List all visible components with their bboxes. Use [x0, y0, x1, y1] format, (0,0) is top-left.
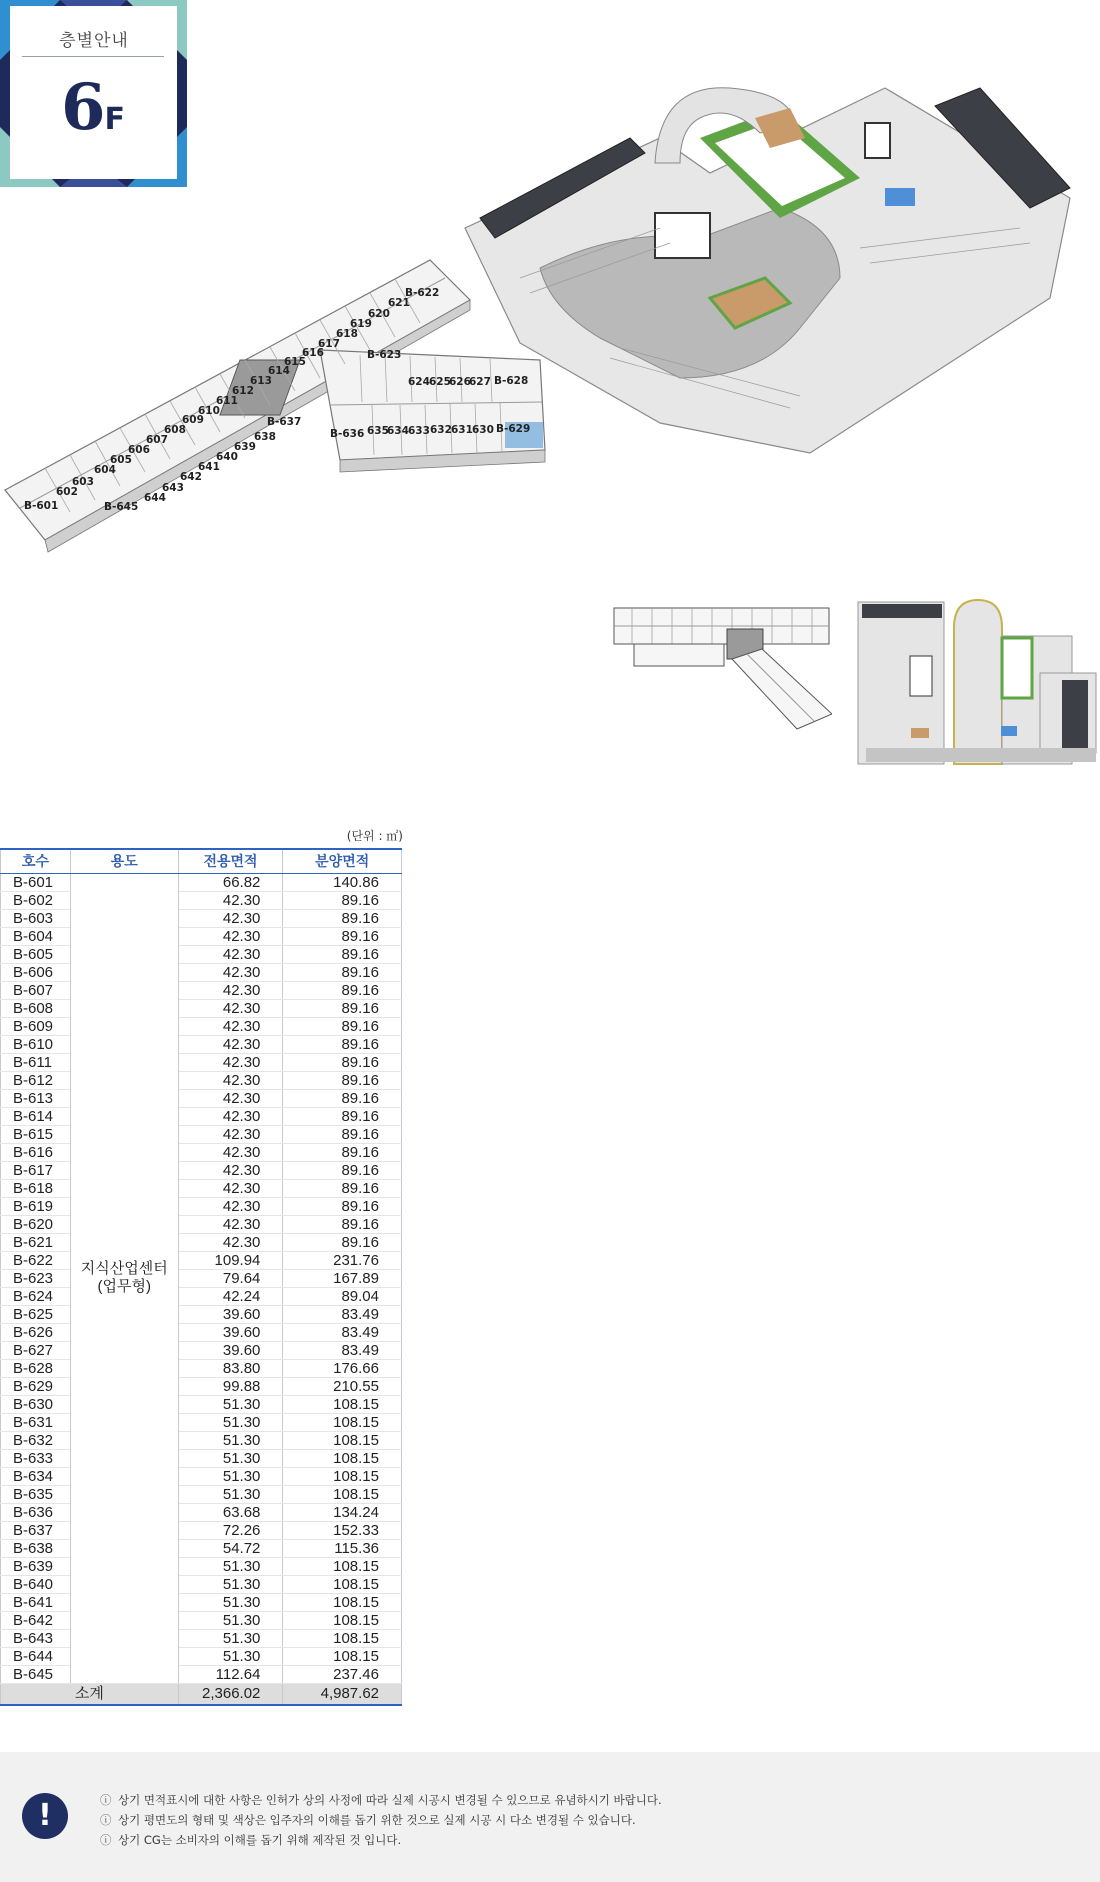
- cell-unit: B-608: [1, 999, 71, 1017]
- cell-exclusive-area: 42.30: [178, 1017, 283, 1035]
- cell-sale-area: 89.16: [283, 1197, 402, 1215]
- cell-sale-area: 134.24: [283, 1503, 402, 1521]
- table-row: [1, 1161, 402, 1179]
- table-row: [1, 1485, 402, 1503]
- cell-sale-area: 83.49: [283, 1305, 402, 1323]
- plan-label: 630: [472, 424, 494, 436]
- cell-unit: B-634: [1, 1467, 71, 1485]
- notice-item: [100, 1790, 662, 1810]
- table-row: [1, 1575, 402, 1593]
- cell-exclusive-area: 42.30: [178, 1053, 283, 1071]
- cell-unit: B-611: [1, 1053, 71, 1071]
- plan-label: 602: [56, 486, 78, 498]
- plan-label: B-645: [104, 501, 139, 513]
- table-row: [1, 1053, 402, 1071]
- cell-exclusive-area: 51.30: [178, 1611, 283, 1629]
- cell-sale-area: 210.55: [283, 1377, 402, 1395]
- table-row: [1, 873, 402, 891]
- cell-unit: B-637: [1, 1521, 71, 1539]
- cell-sale-area: 231.76: [283, 1251, 402, 1269]
- cell-unit: B-616: [1, 1143, 71, 1161]
- plan-label: 638: [254, 431, 276, 443]
- cell-sale-area: 89.16: [283, 1053, 402, 1071]
- table-row: [1, 1071, 402, 1089]
- table-row: [1, 1107, 402, 1125]
- cell-unit: B-621: [1, 1233, 71, 1251]
- plan-label: 619: [350, 318, 372, 330]
- cell-unit: B-644: [1, 1647, 71, 1665]
- cell-sale-area: 108.15: [283, 1413, 402, 1431]
- table-row: [1, 1287, 402, 1305]
- table-row: [1, 963, 402, 981]
- badge-divider: [22, 56, 164, 57]
- cell-use: [70, 873, 178, 1683]
- cell-unit: B-631: [1, 1413, 71, 1431]
- cell-sale-area: 108.15: [283, 1467, 402, 1485]
- cell-sale-area: 89.16: [283, 1215, 402, 1233]
- cell-sale-area: 108.15: [283, 1557, 402, 1575]
- cell-unit: B-640: [1, 1575, 71, 1593]
- plan-label: B-623: [367, 349, 402, 361]
- plan-label: 635: [367, 425, 389, 437]
- cell-exclusive-area: 42.30: [178, 1215, 283, 1233]
- table-row: [1, 1035, 402, 1053]
- cell-sale-area: 83.49: [283, 1341, 402, 1359]
- cell-sale-area: 89.16: [283, 1107, 402, 1125]
- table-row: [1, 1197, 402, 1215]
- cell-unit: B-638: [1, 1539, 71, 1557]
- cell-exclusive-area: 51.30: [178, 1485, 283, 1503]
- table-row: [1, 1017, 402, 1035]
- cell-exclusive-area: 72.26: [178, 1521, 283, 1539]
- table-row: [1, 1377, 402, 1395]
- total-sale: 4,987.62: [283, 1683, 402, 1705]
- plan-label: 632: [430, 424, 452, 436]
- plan-label: 643: [162, 482, 184, 494]
- cell-exclusive-area: 39.60: [178, 1323, 283, 1341]
- plan-label: 640: [216, 451, 238, 463]
- cell-exclusive-area: 66.82: [178, 873, 283, 891]
- floor-label: [22, 70, 164, 145]
- cell-sale-area: 89.16: [283, 1161, 402, 1179]
- cell-unit: B-628: [1, 1359, 71, 1377]
- table-row: [1, 1557, 402, 1575]
- cell-exclusive-area: 42.30: [178, 1089, 283, 1107]
- cell-exclusive-area: 51.30: [178, 1413, 283, 1431]
- cell-exclusive-area: 42.30: [178, 1035, 283, 1053]
- cell-exclusive-area: 42.30: [178, 945, 283, 963]
- cell-exclusive-area: 42.30: [178, 909, 283, 927]
- table-header-row: [1, 849, 402, 873]
- cell-unit: B-641: [1, 1593, 71, 1611]
- plan-label: 613: [250, 375, 272, 387]
- cell-sale-area: 108.15: [283, 1431, 402, 1449]
- cell-unit: B-603: [1, 909, 71, 927]
- table-row: [1, 1611, 402, 1629]
- notice-list: [100, 1790, 662, 1850]
- table-row: [1, 1503, 402, 1521]
- table-row: [1, 981, 402, 999]
- plan-label: 607: [146, 434, 168, 446]
- cell-exclusive-area: 109.94: [178, 1251, 283, 1269]
- cell-unit: B-615: [1, 1125, 71, 1143]
- info-icon: ⓘ: [100, 1813, 112, 1827]
- table-row: [1, 891, 402, 909]
- unit-note: (단위 : ㎡): [346, 829, 403, 843]
- cell-unit: B-635: [1, 1485, 71, 1503]
- cell-sale-area: 83.49: [283, 1323, 402, 1341]
- area-table: [0, 848, 402, 1706]
- table-row: [1, 1179, 402, 1197]
- plan-label: 604: [94, 464, 116, 476]
- header-unit: 호수: [1, 849, 71, 873]
- cell-exclusive-area: 79.64: [178, 1269, 283, 1287]
- plan-label: 614: [268, 365, 290, 377]
- plan-label: 608: [164, 424, 186, 436]
- header-exclusive-area: 전용면적: [178, 849, 283, 873]
- cell-exclusive-area: 51.30: [178, 1467, 283, 1485]
- plan-label: 603: [72, 476, 94, 488]
- cell-sale-area: 89.16: [283, 1089, 402, 1107]
- notice-text: 상기 평면도의 형태 및 색상은 입주자의 이해를 돕기 위한 것으로 실제 시공 시 다소 변경될 수 있습니다.: [118, 1813, 636, 1827]
- cell-unit: B-645: [1, 1665, 71, 1683]
- cell-unit: B-622: [1, 1251, 71, 1269]
- total-exclusive: 2,366.02: [178, 1683, 283, 1705]
- table-body: [1, 873, 402, 1683]
- plan-label: 612: [232, 385, 254, 397]
- notice-item: [100, 1810, 662, 1830]
- key-plan-podium: [856, 598, 1098, 768]
- cell-unit: B-618: [1, 1179, 71, 1197]
- plan-label: B-636: [330, 428, 365, 440]
- table-row: [1, 1413, 402, 1431]
- plan-label: 641: [198, 461, 220, 473]
- info-icon: ⓘ: [100, 1833, 112, 1847]
- cell-exclusive-area: 42.30: [178, 1143, 283, 1161]
- cell-sale-area: 89.16: [283, 999, 402, 1017]
- table-row: [1, 1089, 402, 1107]
- table-row: [1, 1269, 402, 1287]
- podium-site-plan: [460, 78, 1080, 463]
- plan-label: 642: [180, 471, 202, 483]
- cell-unit: B-642: [1, 1611, 71, 1629]
- cell-exclusive-area: 51.30: [178, 1575, 283, 1593]
- cell-unit: B-633: [1, 1449, 71, 1467]
- use-line: 지식산업센터: [80, 1260, 168, 1277]
- cell-unit: B-607: [1, 981, 71, 999]
- exclamation-icon: !: [22, 1793, 68, 1839]
- cell-exclusive-area: 39.60: [178, 1305, 283, 1323]
- plan-label: B-628: [494, 375, 529, 387]
- cell-unit: B-614: [1, 1107, 71, 1125]
- cell-sale-area: 237.46: [283, 1665, 402, 1683]
- cell-sale-area: 108.15: [283, 1395, 402, 1413]
- cell-unit: B-643: [1, 1629, 71, 1647]
- table-row: [1, 1305, 402, 1323]
- cell-exclusive-area: 54.72: [178, 1539, 283, 1557]
- cell-unit: B-604: [1, 927, 71, 945]
- plan-label: 626: [449, 376, 471, 388]
- floor-badge: [0, 0, 187, 187]
- cell-unit: B-629: [1, 1377, 71, 1395]
- cell-sale-area: 152.33: [283, 1521, 402, 1539]
- plan-label: 633: [408, 425, 430, 437]
- table-row: [1, 1341, 402, 1359]
- cell-exclusive-area: 51.30: [178, 1647, 283, 1665]
- cell-exclusive-area: 51.30: [178, 1431, 283, 1449]
- cell-unit: B-612: [1, 1071, 71, 1089]
- cell-sale-area: 89.16: [283, 909, 402, 927]
- cell-exclusive-area: 42.24: [178, 1287, 283, 1305]
- table-row: [1, 1593, 402, 1611]
- table-row: [1, 1467, 402, 1485]
- cell-exclusive-area: 42.30: [178, 1179, 283, 1197]
- table-row: [1, 1143, 402, 1161]
- cell-unit: B-623: [1, 1269, 71, 1287]
- cell-sale-area: 89.16: [283, 1071, 402, 1089]
- cell-sale-area: 89.16: [283, 1017, 402, 1035]
- table-row: [1, 927, 402, 945]
- cell-unit: B-609: [1, 1017, 71, 1035]
- cell-sale-area: 108.15: [283, 1629, 402, 1647]
- cell-exclusive-area: 39.60: [178, 1341, 283, 1359]
- table-row: [1, 999, 402, 1017]
- cell-unit: B-632: [1, 1431, 71, 1449]
- total-row: [1, 1683, 402, 1705]
- notice-item: [100, 1830, 662, 1850]
- cell-sale-area: 89.16: [283, 927, 402, 945]
- table-row: [1, 1323, 402, 1341]
- cell-sale-area: 108.15: [283, 1449, 402, 1467]
- key-plan-office: [612, 604, 832, 734]
- badge-title: 층별안내: [59, 31, 129, 51]
- cell-unit: B-639: [1, 1557, 71, 1575]
- cell-unit: B-630: [1, 1395, 71, 1413]
- cell-unit: B-619: [1, 1197, 71, 1215]
- cell-sale-area: 108.15: [283, 1485, 402, 1503]
- cell-unit: B-617: [1, 1161, 71, 1179]
- cell-sale-area: 140.86: [283, 873, 402, 891]
- plan-label: 639: [234, 441, 256, 453]
- cell-unit: B-602: [1, 891, 71, 909]
- table-row: [1, 1125, 402, 1143]
- table-row: [1, 1431, 402, 1449]
- plan-label: 621: [388, 297, 410, 309]
- table-row: [1, 1665, 402, 1683]
- cell-exclusive-area: 42.30: [178, 1125, 283, 1143]
- cell-sale-area: 89.16: [283, 1035, 402, 1053]
- plan-label: 605: [110, 454, 132, 466]
- cell-sale-area: 89.04: [283, 1287, 402, 1305]
- cell-exclusive-area: 112.64: [178, 1665, 283, 1683]
- table-row: [1, 909, 402, 927]
- cell-exclusive-area: 51.30: [178, 1557, 283, 1575]
- cell-exclusive-area: 83.80: [178, 1359, 283, 1377]
- total-label: 소계: [1, 1683, 179, 1705]
- cell-sale-area: 89.16: [283, 1233, 402, 1251]
- plan-label: B-629: [496, 423, 531, 435]
- table-row: [1, 1395, 402, 1413]
- plan-label: 615: [284, 356, 306, 368]
- cell-sale-area: 108.15: [283, 1575, 402, 1593]
- cell-sale-area: 115.36: [283, 1539, 402, 1557]
- plan-label: B-622: [405, 287, 440, 299]
- cell-unit: B-620: [1, 1215, 71, 1233]
- use-line: (업무형): [97, 1278, 151, 1295]
- cell-exclusive-area: 42.30: [178, 981, 283, 999]
- cell-unit: B-626: [1, 1323, 71, 1341]
- plan-label: 617: [318, 338, 340, 350]
- table-row: [1, 945, 402, 963]
- cell-exclusive-area: 51.30: [178, 1593, 283, 1611]
- cell-exclusive-area: 99.88: [178, 1377, 283, 1395]
- cell-exclusive-area: 42.30: [178, 1107, 283, 1125]
- key-plan-office-drawing: [612, 604, 832, 734]
- cell-sale-area: 108.15: [283, 1611, 402, 1629]
- cell-sale-area: 89.16: [283, 891, 402, 909]
- podium-site-drawing: [460, 78, 1080, 463]
- cell-exclusive-area: 42.30: [178, 927, 283, 945]
- cell-unit: B-627: [1, 1341, 71, 1359]
- notice-text: 상기 CG는 소비자의 이해를 돕기 위해 제작된 것 입니다.: [118, 1833, 402, 1847]
- cell-exclusive-area: 42.30: [178, 1161, 283, 1179]
- cell-exclusive-area: 51.30: [178, 1395, 283, 1413]
- plan-label: 610: [198, 405, 220, 417]
- table-row: [1, 1215, 402, 1233]
- key-plan-podium-drawing: [856, 598, 1098, 768]
- cell-exclusive-area: 42.30: [178, 1197, 283, 1215]
- plan-label: 616: [302, 347, 324, 359]
- table-row: [1, 1629, 402, 1647]
- plan-label: 620: [368, 308, 390, 320]
- plan-label: 631: [451, 424, 473, 436]
- plan-label: 627: [469, 376, 491, 388]
- cell-sale-area: 89.16: [283, 1143, 402, 1161]
- plan-label: 644: [144, 492, 166, 504]
- cell-sale-area: 89.16: [283, 981, 402, 999]
- table-row: [1, 1539, 402, 1557]
- floor-number: 6: [60, 70, 103, 145]
- notice-text: 상기 면적표시에 대한 사항은 인허가 상의 사정에 따라 실제 시공시 변경될 수 있으므로 유념하시기 바랍니다.: [118, 1793, 662, 1807]
- info-icon: ⓘ: [100, 1793, 112, 1807]
- cell-sale-area: 108.15: [283, 1593, 402, 1611]
- plan-label: 634: [387, 425, 409, 437]
- cell-sale-area: 89.16: [283, 1179, 402, 1197]
- cell-exclusive-area: 51.30: [178, 1629, 283, 1647]
- cell-sale-area: 176.66: [283, 1359, 402, 1377]
- cell-unit: B-624: [1, 1287, 71, 1305]
- cell-unit: B-625: [1, 1305, 71, 1323]
- plan-label: 611: [216, 395, 238, 407]
- header-use: 용도: [70, 849, 178, 873]
- cell-unit: B-606: [1, 963, 71, 981]
- plan-label: 606: [128, 444, 150, 456]
- cell-sale-area: 89.16: [283, 945, 402, 963]
- cell-exclusive-area: 51.30: [178, 1449, 283, 1467]
- cell-unit: B-601: [1, 873, 71, 891]
- cell-unit: B-610: [1, 1035, 71, 1053]
- cell-exclusive-area: 42.30: [178, 963, 283, 981]
- cell-unit: B-613: [1, 1089, 71, 1107]
- plan-label: 625: [429, 376, 451, 388]
- cell-unit: B-636: [1, 1503, 71, 1521]
- table-row: [1, 1251, 402, 1269]
- cell-exclusive-area: 42.30: [178, 1071, 283, 1089]
- plan-label: 624: [408, 376, 430, 388]
- cell-sale-area: 167.89: [283, 1269, 402, 1287]
- table-row: [1, 1449, 402, 1467]
- cell-exclusive-area: 42.30: [178, 1233, 283, 1251]
- table-row: [1, 1233, 402, 1251]
- table-row: [1, 1521, 402, 1539]
- cell-exclusive-area: 42.30: [178, 891, 283, 909]
- cell-exclusive-area: 63.68: [178, 1503, 283, 1521]
- cell-sale-area: 89.16: [283, 963, 402, 981]
- cell-unit: B-605: [1, 945, 71, 963]
- cell-exclusive-area: 42.30: [178, 999, 283, 1017]
- cell-sale-area: 108.15: [283, 1647, 402, 1665]
- cell-sale-area: 89.16: [283, 1125, 402, 1143]
- plan-label: 609: [182, 414, 204, 426]
- floor-suffix: F: [104, 102, 126, 137]
- table-row: [1, 1359, 402, 1377]
- notice-box: [0, 1752, 1100, 1882]
- header-sale-area: 분양면적: [283, 849, 402, 873]
- plan-label: B-601: [24, 500, 59, 512]
- plan-label: 618: [336, 328, 358, 340]
- table-row: [1, 1647, 402, 1665]
- plan-label: B-637: [267, 416, 302, 428]
